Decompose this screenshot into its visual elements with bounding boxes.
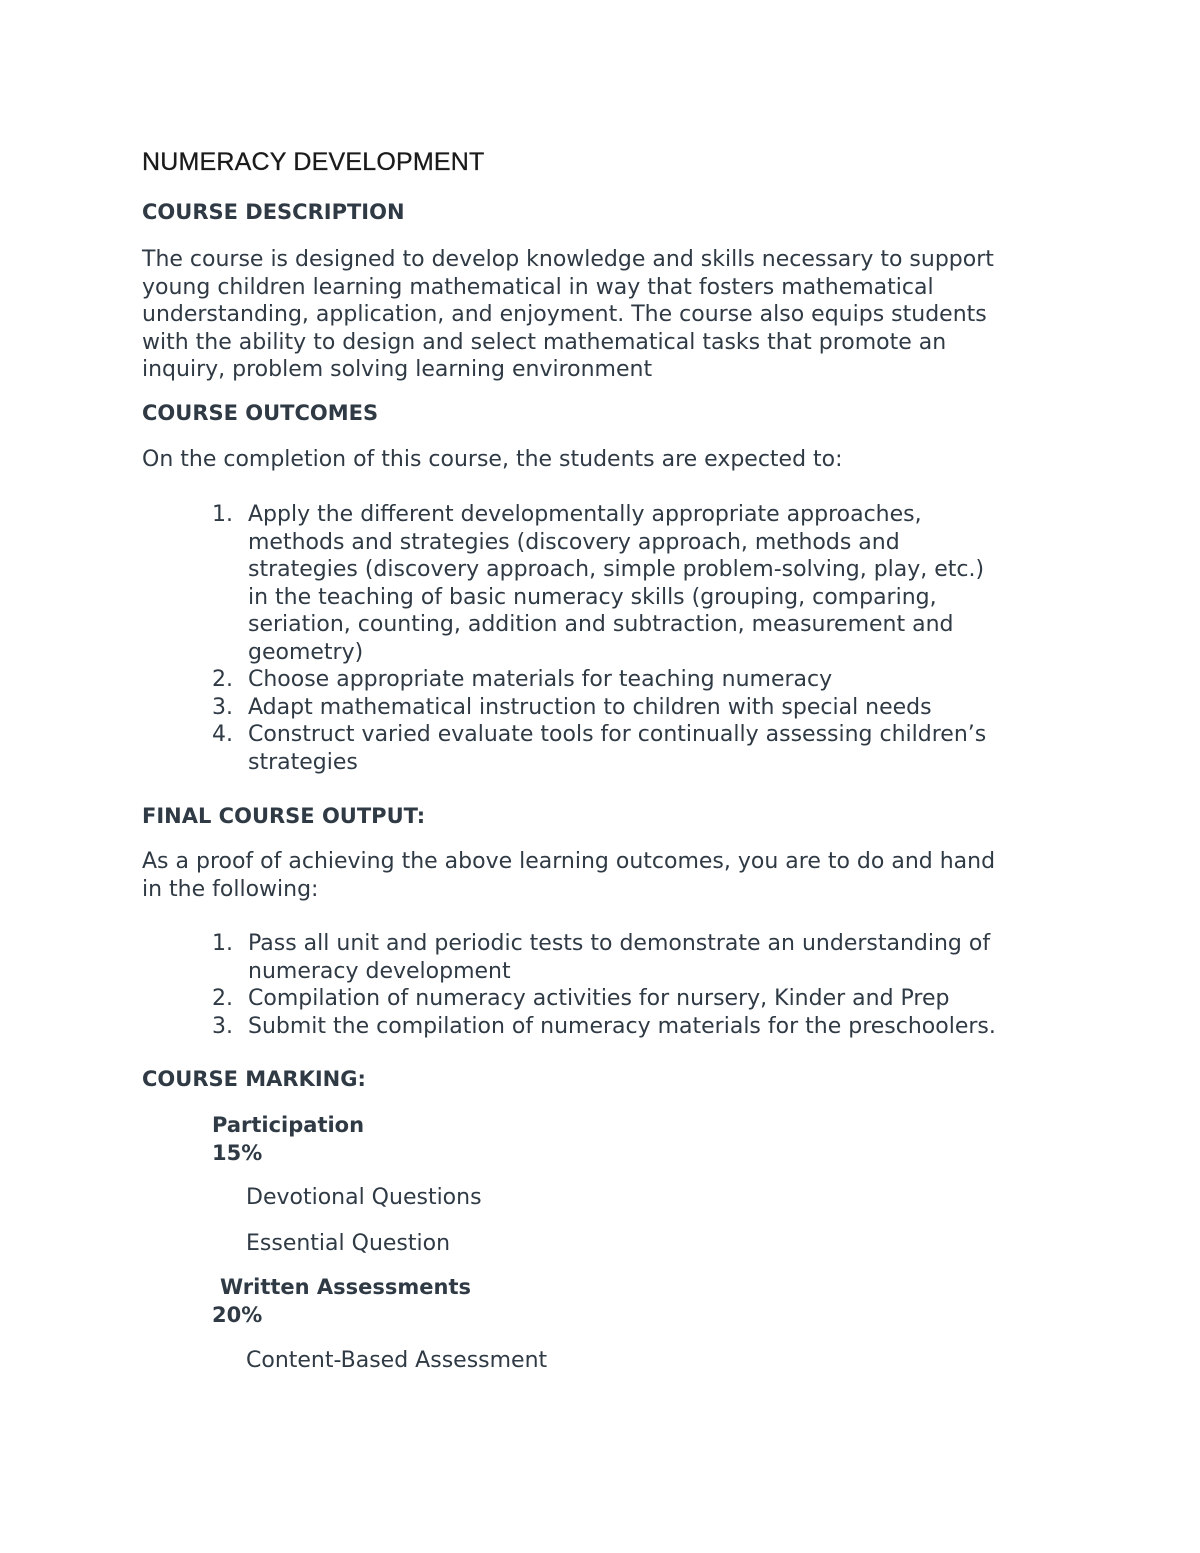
- final-output-list: [142, 930, 1072, 1040]
- list-number: 3.: [212, 1013, 233, 1039]
- final-output-intro: As a proof of achieving the above learning outcomes, you are to do and hand in the following:: [142, 849, 996, 902]
- course-description-text: [142, 246, 1072, 384]
- description-line: inquiry, problem solving learning environment: [142, 357, 653, 382]
- course-outcomes-heading: COURSE OUTCOMES: [142, 401, 379, 425]
- course-outcomes-list: [142, 501, 1072, 776]
- course-description-heading: COURSE DESCRIPTION: [142, 200, 405, 224]
- list-number: 1.: [212, 502, 233, 527]
- list-item: 2. Choose appropriate materials for teaching numeracy: [212, 667, 833, 692]
- list-item: 1. Apply the different developmentally appropriate approaches, methods and strategies (discovery approach, methods and strategies (discovery approach, simple problem-solving, play, etc.) in the teaching of basic numeracy skills (grouping, comparing, seriation, counting, addition and subtraction, measurement and geometry): [212, 502, 985, 665]
- participation-label: Participation: [212, 1113, 365, 1137]
- list-item: 2. Compilation of numeracy activities for nursery, Kinder and Prep: [212, 986, 950, 1011]
- list-number: 1.: [212, 931, 233, 956]
- marking-item: Devotional Questions: [246, 1185, 482, 1210]
- marking-item: Essential Question: [246, 1231, 451, 1256]
- description-line: young children learning mathematical in way that fosters mathematical: [142, 274, 934, 300]
- course-marking-heading: COURSE MARKING:: [142, 1067, 366, 1091]
- list-number: 2.: [212, 986, 233, 1011]
- marking-item: Content-Based Assessment: [246, 1348, 548, 1373]
- list-number: 4.: [212, 722, 233, 747]
- list-number: 3.: [212, 694, 233, 720]
- written-assessments-percent: 20%: [212, 1303, 263, 1327]
- description-line: understanding, application, and enjoyment. The course also equips students: [142, 302, 987, 327]
- list-number: 2.: [212, 667, 233, 692]
- participation-block: [212, 1111, 364, 1167]
- list-item: 3. Adapt mathematical instruction to children with special needs: [212, 694, 932, 720]
- list-item: 3. Submit the compilation of numeracy materials for the preschoolers.: [212, 1013, 996, 1039]
- list-item: 4. Construct varied evaluate tools for continually assessing children’s strategies: [212, 722, 987, 775]
- description-line: with the ability to design and select mathematical tasks that promote an: [142, 329, 947, 355]
- description-line: The course is designed to develop knowledge and skills necessary to support: [142, 247, 994, 272]
- written-assessments-label: Written Assessments: [220, 1275, 472, 1299]
- written-assessments-block: [212, 1273, 471, 1329]
- document-title: NUMERACY DEVELOPMENT: [142, 148, 485, 176]
- course-outcomes-intro: On the completion of this course, the students are expected to:: [142, 447, 843, 472]
- list-item: 1. Pass all unit and periodic tests to demonstrate an understanding of numeracy development: [212, 931, 991, 984]
- final-output-heading: FINAL COURSE OUTPUT:: [142, 804, 426, 828]
- participation-percent: 15%: [212, 1141, 263, 1165]
